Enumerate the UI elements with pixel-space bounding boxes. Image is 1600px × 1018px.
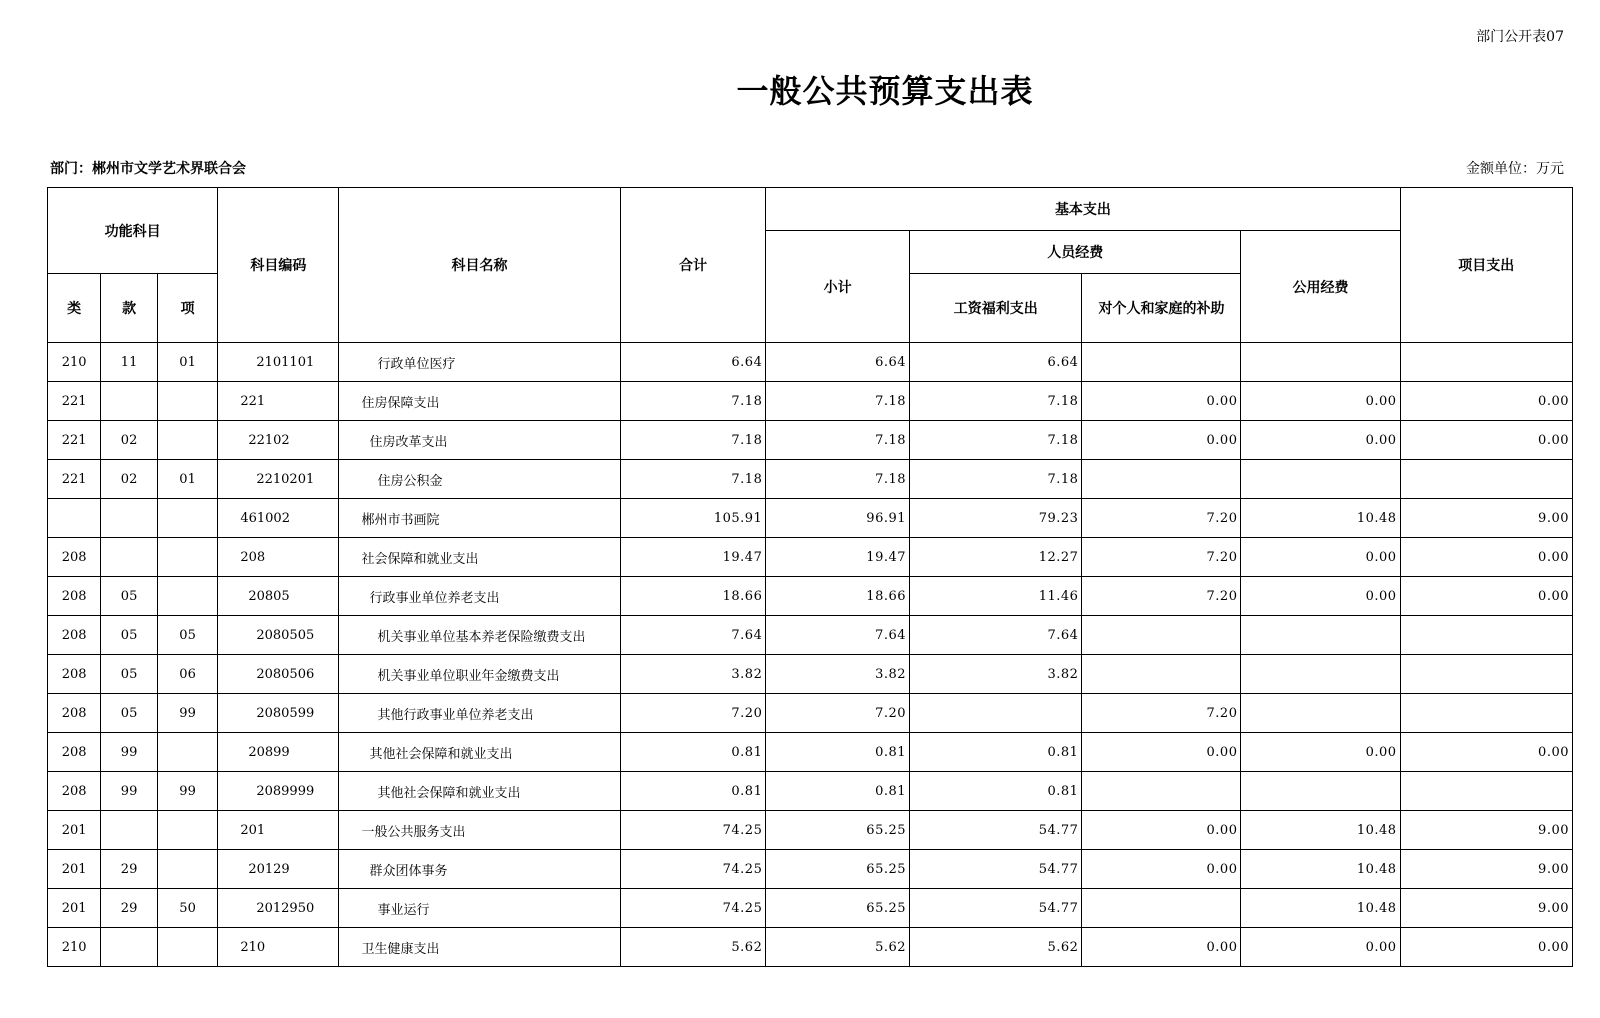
cell-lei — [48, 499, 101, 538]
header-function-subject: 功能科目 — [48, 188, 218, 274]
header-lei: 类 — [48, 274, 101, 343]
cell-lei: 210 — [48, 343, 101, 382]
cell-subtotal: 7.64 — [766, 616, 910, 655]
cell-salary: 6.64 — [910, 343, 1082, 382]
cell-kuan: 02 — [101, 421, 157, 460]
cell-total: 74.25 — [620, 889, 766, 928]
header-xiang: 项 — [157, 274, 218, 343]
cell-lei: 221 — [48, 421, 101, 460]
cell-project: 0.00 — [1400, 538, 1572, 577]
cell-kuan — [101, 811, 157, 850]
cell-xiang: 05 — [157, 616, 218, 655]
table-row — [48, 889, 1573, 928]
cell-xiang: 01 — [157, 343, 218, 382]
table-row — [48, 460, 1573, 499]
cell-xiang — [157, 382, 218, 421]
cell-code: 201 — [218, 811, 339, 850]
cell-public — [1241, 694, 1400, 733]
cell-xiang — [157, 499, 218, 538]
cell-kuan: 05 — [101, 616, 157, 655]
cell-xiang — [157, 850, 218, 889]
cell-salary: 0.81 — [910, 772, 1082, 811]
table-row — [48, 577, 1573, 616]
cell-subtotal: 0.81 — [766, 772, 910, 811]
cell-name: 群众团体事务 — [339, 850, 620, 889]
cell-name: 其他社会保障和就业支出 — [339, 733, 620, 772]
cell-xiang: 06 — [157, 655, 218, 694]
table-row — [48, 655, 1573, 694]
cell-project: 9.00 — [1400, 889, 1572, 928]
cell-public: 10.48 — [1241, 850, 1400, 889]
cell-subsidy: 0.00 — [1082, 421, 1241, 460]
form-number: 部门公开表07 — [1476, 29, 1564, 45]
cell-subsidy — [1082, 616, 1241, 655]
header-subtotal: 小计 — [766, 231, 910, 343]
cell-name: 行政单位医疗 — [339, 343, 620, 382]
cell-project: 9.00 — [1400, 850, 1572, 889]
cell-total: 105.91 — [620, 499, 766, 538]
cell-salary: 7.18 — [910, 382, 1082, 421]
cell-lei: 208 — [48, 733, 101, 772]
cell-subtotal: 3.82 — [766, 655, 910, 694]
cell-total: 7.18 — [620, 382, 766, 421]
cell-subsidy: 7.20 — [1082, 577, 1241, 616]
cell-subtotal: 7.18 — [766, 421, 910, 460]
cell-project: 0.00 — [1400, 421, 1572, 460]
cell-subsidy: 0.00 — [1082, 928, 1241, 967]
table-row — [48, 343, 1573, 382]
cell-subsidy — [1082, 889, 1241, 928]
cell-total: 19.47 — [620, 538, 766, 577]
cell-kuan: 99 — [101, 733, 157, 772]
cell-lei: 201 — [48, 889, 101, 928]
cell-kuan: 99 — [101, 772, 157, 811]
cell-lei: 208 — [48, 616, 101, 655]
cell-code: 2080599 — [218, 694, 339, 733]
cell-name: 机关事业单位基本养老保险缴费支出 — [339, 616, 620, 655]
header-total: 合计 — [620, 188, 766, 343]
header-subsidy: 对个人和家庭的补助 — [1082, 274, 1241, 343]
header-basic: 基本支出 — [766, 188, 1400, 231]
cell-name: 事业运行 — [339, 889, 620, 928]
cell-subtotal: 19.47 — [766, 538, 910, 577]
cell-subtotal: 18.66 — [766, 577, 910, 616]
cell-public: 0.00 — [1241, 733, 1400, 772]
cell-code: 20129 — [218, 850, 339, 889]
cell-salary: 54.77 — [910, 889, 1082, 928]
cell-xiang: 01 — [157, 460, 218, 499]
cell-code: 20899 — [218, 733, 339, 772]
cell-public: 0.00 — [1241, 421, 1400, 460]
cell-total: 18.66 — [620, 577, 766, 616]
cell-xiang — [157, 811, 218, 850]
cell-name: 机关事业单位职业年金缴费支出 — [339, 655, 620, 694]
cell-lei: 208 — [48, 772, 101, 811]
table-row — [48, 616, 1573, 655]
cell-code: 2080506 — [218, 655, 339, 694]
header-salary: 工资福利支出 — [910, 274, 1082, 343]
cell-code: 208 — [218, 538, 339, 577]
cell-salary: 7.64 — [910, 616, 1082, 655]
cell-total: 7.64 — [620, 616, 766, 655]
cell-total: 0.81 — [620, 772, 766, 811]
cell-code: 221 — [218, 382, 339, 421]
cell-total: 3.82 — [620, 655, 766, 694]
cell-name: 其他行政事业单位养老支出 — [339, 694, 620, 733]
cell-xiang — [157, 577, 218, 616]
budget-table — [47, 187, 1573, 967]
table-row — [48, 772, 1573, 811]
cell-subtotal: 65.25 — [766, 889, 910, 928]
page-title: 一般公共预算支出表 — [736, 72, 1034, 110]
table-row — [48, 694, 1573, 733]
header-project: 项目支出 — [1400, 188, 1572, 343]
cell-salary: 79.23 — [910, 499, 1082, 538]
cell-subsidy — [1082, 460, 1241, 499]
cell-code: 22102 — [218, 421, 339, 460]
cell-subsidy: 0.00 — [1082, 811, 1241, 850]
header-kuan: 款 — [101, 274, 157, 343]
cell-subtotal: 7.18 — [766, 382, 910, 421]
cell-xiang — [157, 421, 218, 460]
table-row — [48, 850, 1573, 889]
cell-lei: 221 — [48, 460, 101, 499]
cell-subsidy — [1082, 772, 1241, 811]
cell-subtotal: 7.20 — [766, 694, 910, 733]
cell-kuan — [101, 499, 157, 538]
header-personnel: 人员经费 — [910, 231, 1241, 274]
cell-project — [1400, 772, 1572, 811]
cell-kuan: 05 — [101, 655, 157, 694]
cell-project — [1400, 343, 1572, 382]
department-label: 部门：郴州市文学艺术界联合会 — [50, 161, 246, 177]
cell-kuan — [101, 928, 157, 967]
cell-name: 住房改革支出 — [339, 421, 620, 460]
table-row — [48, 733, 1573, 772]
cell-lei: 201 — [48, 811, 101, 850]
cell-code: 2089999 — [218, 772, 339, 811]
cell-kuan — [101, 538, 157, 577]
cell-salary: 3.82 — [910, 655, 1082, 694]
cell-lei: 208 — [48, 577, 101, 616]
cell-salary — [910, 694, 1082, 733]
cell-total: 7.18 — [620, 421, 766, 460]
cell-salary: 7.18 — [910, 421, 1082, 460]
cell-public: 10.48 — [1241, 889, 1400, 928]
header-name: 科目名称 — [339, 188, 620, 343]
cell-public: 0.00 — [1241, 577, 1400, 616]
cell-public: 10.48 — [1241, 811, 1400, 850]
cell-lei: 208 — [48, 538, 101, 577]
cell-subtotal: 65.25 — [766, 850, 910, 889]
cell-name: 一般公共服务支出 — [339, 811, 620, 850]
cell-kuan: 29 — [101, 889, 157, 928]
cell-public — [1241, 343, 1400, 382]
cell-subtotal: 96.91 — [766, 499, 910, 538]
cell-subsidy — [1082, 343, 1241, 382]
cell-xiang — [157, 538, 218, 577]
cell-subtotal: 65.25 — [766, 811, 910, 850]
cell-total: 6.64 — [620, 343, 766, 382]
cell-xiang — [157, 928, 218, 967]
cell-kuan: 29 — [101, 850, 157, 889]
cell-lei: 221 — [48, 382, 101, 421]
cell-subsidy: 7.20 — [1082, 694, 1241, 733]
cell-code: 2210201 — [218, 460, 339, 499]
cell-subtotal: 6.64 — [766, 343, 910, 382]
table-row — [48, 382, 1573, 421]
cell-project: 0.00 — [1400, 928, 1572, 967]
cell-lei: 208 — [48, 694, 101, 733]
cell-project — [1400, 694, 1572, 733]
cell-subsidy: 0.00 — [1082, 850, 1241, 889]
cell-project — [1400, 616, 1572, 655]
cell-kuan: 11 — [101, 343, 157, 382]
table-row — [48, 538, 1573, 577]
cell-salary: 11.46 — [910, 577, 1082, 616]
cell-kuan: 05 — [101, 694, 157, 733]
cell-public: 0.00 — [1241, 928, 1400, 967]
cell-lei: 208 — [48, 655, 101, 694]
cell-code: 461002 — [218, 499, 339, 538]
header-public: 公用经费 — [1241, 231, 1400, 343]
cell-total: 74.25 — [620, 850, 766, 889]
cell-name: 社会保障和就业支出 — [339, 538, 620, 577]
cell-xiang: 99 — [157, 694, 218, 733]
cell-subsidy — [1082, 655, 1241, 694]
cell-project: 0.00 — [1400, 382, 1572, 421]
cell-public — [1241, 460, 1400, 499]
cell-total: 0.81 — [620, 733, 766, 772]
cell-code: 210 — [218, 928, 339, 967]
cell-kuan: 05 — [101, 577, 157, 616]
cell-code: 20805 — [218, 577, 339, 616]
cell-xiang — [157, 733, 218, 772]
cell-name: 住房公积金 — [339, 460, 620, 499]
cell-public: 0.00 — [1241, 538, 1400, 577]
cell-public: 0.00 — [1241, 382, 1400, 421]
cell-public: 10.48 — [1241, 499, 1400, 538]
table-row — [48, 928, 1573, 967]
table-row — [48, 811, 1573, 850]
cell-public — [1241, 655, 1400, 694]
cell-kuan — [101, 382, 157, 421]
cell-code: 2101101 — [218, 343, 339, 382]
cell-subtotal: 0.81 — [766, 733, 910, 772]
cell-name: 住房保障支出 — [339, 382, 620, 421]
amount-unit: 金额单位：万元 — [1466, 161, 1564, 177]
cell-lei: 201 — [48, 850, 101, 889]
cell-salary: 54.77 — [910, 811, 1082, 850]
cell-subsidy: 0.00 — [1082, 733, 1241, 772]
cell-code: 2080505 — [218, 616, 339, 655]
header-code: 科目编码 — [218, 188, 339, 343]
cell-salary: 12.27 — [910, 538, 1082, 577]
cell-public — [1241, 616, 1400, 655]
cell-project: 9.00 — [1400, 811, 1572, 850]
cell-total: 7.18 — [620, 460, 766, 499]
cell-salary: 0.81 — [910, 733, 1082, 772]
cell-subsidy: 7.20 — [1082, 538, 1241, 577]
cell-subsidy: 0.00 — [1082, 382, 1241, 421]
cell-name: 卫生健康支出 — [339, 928, 620, 967]
table-row — [48, 499, 1573, 538]
cell-project: 0.00 — [1400, 577, 1572, 616]
cell-salary: 54.77 — [910, 850, 1082, 889]
table-body — [48, 343, 1573, 967]
cell-lei: 210 — [48, 928, 101, 967]
cell-xiang: 99 — [157, 772, 218, 811]
cell-project — [1400, 460, 1572, 499]
cell-salary: 5.62 — [910, 928, 1082, 967]
cell-name: 行政事业单位养老支出 — [339, 577, 620, 616]
cell-total: 74.25 — [620, 811, 766, 850]
cell-total: 5.62 — [620, 928, 766, 967]
cell-code: 2012950 — [218, 889, 339, 928]
cell-project — [1400, 655, 1572, 694]
cell-public — [1241, 772, 1400, 811]
cell-salary: 7.18 — [910, 460, 1082, 499]
cell-subsidy: 7.20 — [1082, 499, 1241, 538]
cell-name: 其他社会保障和就业支出 — [339, 772, 620, 811]
cell-kuan: 02 — [101, 460, 157, 499]
table-row — [48, 421, 1573, 460]
cell-subtotal: 7.18 — [766, 460, 910, 499]
cell-subtotal: 5.62 — [766, 928, 910, 967]
cell-total: 7.20 — [620, 694, 766, 733]
cell-xiang: 50 — [157, 889, 218, 928]
cell-project: 9.00 — [1400, 499, 1572, 538]
cell-name: 郴州市书画院 — [339, 499, 620, 538]
cell-project: 0.00 — [1400, 733, 1572, 772]
